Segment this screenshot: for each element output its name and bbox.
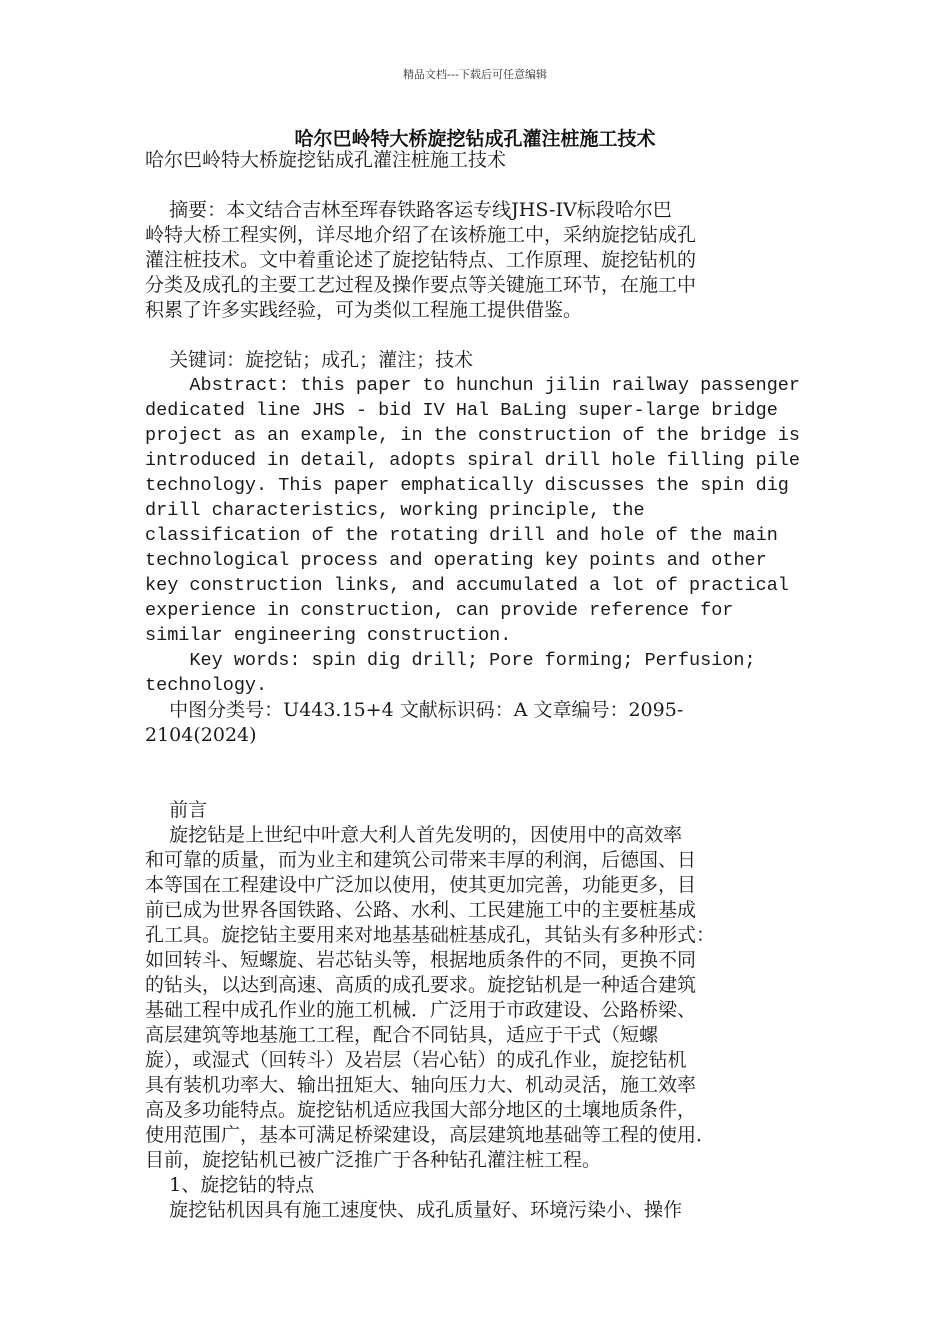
abstract-en-line: project as an example, in the construction of the bridge is	[145, 425, 801, 446]
document-title: 哈尔巴岭特大桥旋挖钻成孔灌注桩施工技术	[294, 128, 656, 150]
preface-line: 的钻头，以达到高速、高质的成孔要求。旋挖钻机是一种适合建筑	[145, 974, 697, 996]
header-note: 精品文档---下载后可任意编辑	[403, 68, 547, 81]
preface-line: 孔工具。旋挖钻主要用来对地基基础桩基成孔，其钻头有多种形式：	[145, 924, 716, 946]
abstract-en-line: technological process and operating key points and other	[145, 550, 767, 571]
keywords-en	[145, 648, 810, 698]
abstract-en-line: drill characteristics, working principle, the	[145, 500, 645, 521]
abstract-cn-line: 分类及成孔的主要工艺过程及操作要点等关键施工环节，在施工中	[145, 274, 697, 296]
preface-line: 高及多功能特点。旋挖钻机适应我国大部分地区的土壤地质条件，	[145, 1099, 697, 1121]
preface-line: 和可靠的质量，而为业主和建筑公司带来丰厚的利润，后德国、日	[145, 849, 697, 871]
section-1-line: 旋挖钻机因具有施工速度快、成孔质量好、环境污染小、操作	[145, 1199, 683, 1221]
preface-line: 目前，旋挖钻机已被广泛推广于各种钻孔灌注桩工程。	[145, 1149, 602, 1171]
abstract-en-line: key construction links, and accumulated a lot of practical	[145, 575, 789, 596]
section-1-body	[145, 1198, 810, 1223]
document-subtitle: 哈尔巴岭特大桥旋挖钻成孔灌注桩施工技术	[145, 149, 507, 171]
preface-line: 具有装机功率大、输出扭矩大、轴向压力大、机动灵活，施工效率	[145, 1074, 697, 1096]
preface-line: 旋），或湿式（回转斗）及岩层（岩心钻）的成孔作业，旋挖钻机	[145, 1049, 687, 1071]
abstract-cn-line: 积累了许多实践经验，可为类似工程施工提供借鉴。	[145, 299, 583, 321]
abstract-cn-line: 岭特大桥工程实例，详尽地介绍了在该桥施工中，采纳旋挖钻成孔	[145, 224, 697, 246]
abstract-en-line: similar engineering construction.	[145, 625, 512, 646]
abstract-cn-line: 灌注桩技术。文中着重论述了旋挖钻特点、工作原理、旋挖钻机的	[145, 249, 697, 271]
abstract-en-line: technology. This paper emphatically discusses the spin dig	[145, 475, 789, 496]
section-1-heading: 1、旋挖钻的特点	[145, 1174, 315, 1196]
classification-line: 2104(2024)	[145, 724, 257, 746]
spacer	[145, 173, 810, 198]
abstract-en-line: Abstract: this paper to hunchun jilin railway passenger	[145, 375, 801, 396]
preface-line: 如回转斗、短螺旋、岩芯钻头等，根据地质条件的不同，更换不同	[145, 949, 697, 971]
keywords-cn: 关键词：旋挖钻；成孔；灌注；技术	[145, 349, 474, 371]
abstract-cn	[145, 198, 810, 323]
spacer	[145, 748, 810, 798]
preface-heading: 前言	[145, 799, 208, 821]
abstract-en-line: introduced in detail, adopts spiral drill hole filling pile	[145, 450, 801, 471]
preface-line: 本等国在工程建设中广泛加以使用，使其更加完善，功能更多，目	[145, 874, 697, 896]
classification-info	[145, 698, 810, 748]
abstract-cn-line: 摘要：本文结合吉林至珲春铁路客运专线JHS-IV标段哈尔巴	[145, 199, 672, 221]
preface-body	[145, 823, 810, 1173]
preface-line: 前已成为世界各国铁路、公路、水利、工民建施工中的主要桩基成	[145, 899, 697, 921]
classification-line: 中图分类号：U443.15+4 文献标识码：A 文章编号：2095-	[145, 699, 684, 721]
keywords-en-line: Key words: spin dig drill; Pore forming; Perfusion;	[145, 650, 756, 671]
preface-line: 高层建筑等地基施工工程，配合不同钻具，适应于干式（短螺	[145, 1024, 659, 1046]
keywords-en-line: technology.	[145, 675, 268, 696]
abstract-en	[145, 373, 810, 648]
document-body	[145, 148, 810, 1223]
abstract-en-line: dedicated line JHS - bid IV Hal BaLing super-large bridge	[145, 400, 778, 421]
abstract-en-line: experience in construction, can provide reference for	[145, 600, 734, 621]
preface-line: 旋挖钻是上世纪中叶意大利人首先发明的，因使用中的高效率	[145, 824, 683, 846]
preface-line: 使用范围广，基本可满足桥梁建设，高层建筑地基础等工程的使用．	[145, 1124, 716, 1146]
preface-line: 基础工程中成孔作业的施工机械．广泛用于市政建设、公路桥梁、	[145, 999, 697, 1021]
spacer	[145, 323, 810, 348]
abstract-en-line: classification of the rotating drill and hole of the main	[145, 525, 778, 546]
